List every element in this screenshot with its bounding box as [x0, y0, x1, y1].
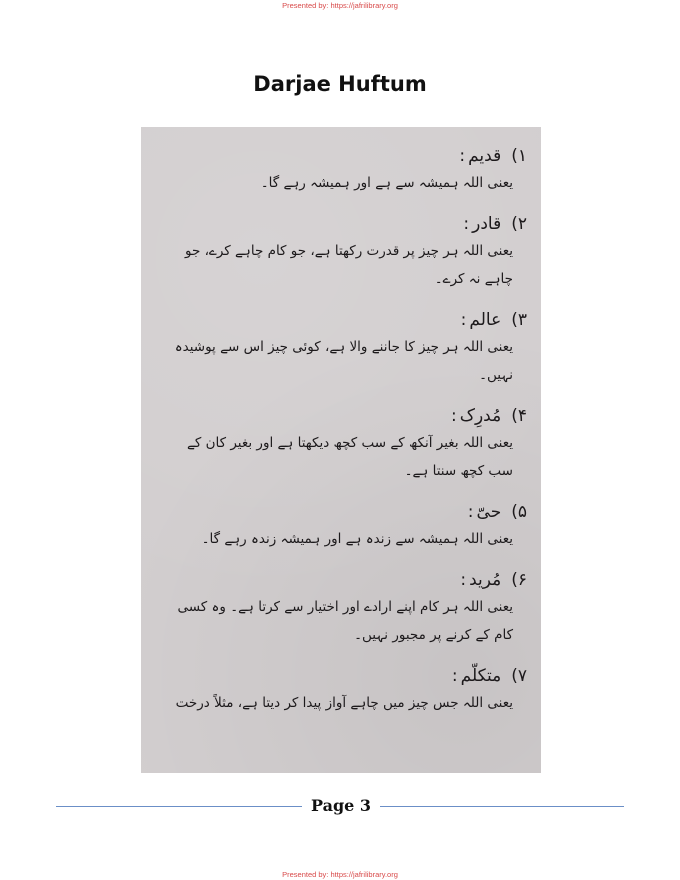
entry-number: ۶) [511, 570, 527, 590]
entry-heading: ۱)قدیم: [459, 146, 527, 166]
footer-rule-right [380, 806, 624, 807]
watermark-bottom [0, 870, 680, 879]
attribute-entry [155, 567, 527, 649]
entry-number: ۲) [511, 214, 527, 234]
entry-line: یعنی اللہ ہر کام اپنے ارادے اور اختیار سے کرتا ہے۔ وہ کسی [177, 599, 513, 615]
page-number: Page 3 [310, 796, 372, 815]
urdu-text-block [155, 143, 527, 773]
watermark-label: Presented by: [282, 1, 329, 10]
entry-line: یعنی اللہ ہر چیز کا جاننے والا ہے، کوئی چیز اس سے پوشیدہ نہیں۔ [174, 339, 513, 383]
watermark-top [0, 1, 680, 10]
attribute-entry [155, 499, 527, 553]
entry-line: یعنی اللہ جس چیز میں چاہے آواز پیدا کر دیتا ہے، مثلاً درخت [175, 695, 513, 711]
entry-title: متکلّم [460, 666, 502, 686]
entry-line: یعنی اللہ ہمیشہ سے زندہ ہے اور ہمیشہ زندہ رہے گا۔ [201, 531, 513, 547]
attribute-entry [155, 663, 527, 717]
attribute-entry [155, 403, 527, 485]
watermark-label: Presented by: [282, 870, 329, 879]
entry-heading: ۶)مُرید: [460, 570, 527, 590]
entry-line: چاہے نہ کرے۔ [434, 271, 513, 287]
watermark-link[interactable]: https://jafrilibrary.org [330, 870, 398, 879]
entry-title: عالم [469, 310, 502, 330]
scanned-page-image [141, 127, 541, 773]
entry-line: سب کچھ سنتا ہے۔ [404, 463, 513, 479]
entry-line: یعنی اللہ ہر چیز پر قدرت رکھتا ہے، جو کام چاہے کرے، جو [184, 243, 513, 259]
attribute-entry [155, 211, 527, 293]
entry-number: ۳) [511, 310, 527, 330]
entry-title: قدیم [468, 146, 502, 166]
entry-heading: ۵)حیّ: [467, 502, 527, 522]
entry-number: ۷) [511, 666, 527, 686]
entry-line: یعنی اللہ بغیر آنکھ کے سب کچھ دیکھتا ہے اور بغیر کان کے [186, 435, 513, 451]
entry-heading: ۳)عالم: [460, 310, 527, 330]
entry-number: ۱) [511, 146, 527, 166]
entry-title: مُدرِک [459, 406, 502, 426]
attribute-entry [155, 143, 527, 197]
entry-heading: ۷)متکلّم: [451, 666, 527, 686]
entry-number: ۴) [511, 406, 527, 426]
watermark-link[interactable]: https://jafrilibrary.org [330, 1, 398, 10]
entry-heading: ۲)قادر: [463, 214, 527, 234]
entry-line: یعنی اللہ ہمیشہ سے ہے اور ہمیشہ رہے گا۔ [260, 175, 513, 191]
page-title: Darjae Huftum [253, 72, 427, 96]
entry-heading: ۴)مُدرِک: [451, 406, 527, 426]
entry-line: کام کے کرنے پر مجبور نہیں۔ [354, 627, 513, 643]
footer-rule-left [56, 806, 302, 807]
attribute-entry [155, 307, 527, 389]
entry-title: مُرید [469, 570, 502, 590]
entry-number: ۵) [511, 502, 527, 522]
entry-title: حیّ [476, 502, 502, 522]
entry-title: قادر [472, 214, 502, 234]
